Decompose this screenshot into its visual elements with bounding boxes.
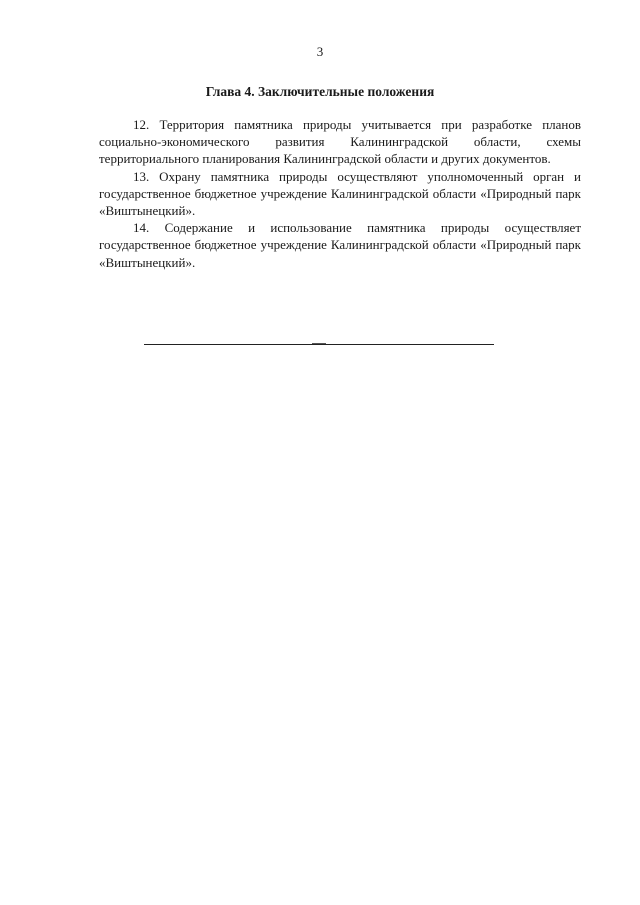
paragraph-14: 14. Содержание и использование памятника природы осуществляет государственное бюджетное учреждение Калининградской области «Природный парк «Виштынецкий». (99, 220, 581, 270)
rule-mark (312, 343, 326, 346)
chapter-title: Глава 4. Заключительные положения (205, 84, 435, 99)
end-of-document-rule (144, 344, 494, 345)
page-number: 3 (316, 44, 324, 59)
body-text (99, 116, 581, 271)
paragraph-12: 12. Территория памятника природы учитывается при разработке планов социально-экономического развития Калининградской области, схемы территориального планирования Калининградской области и других документов. (99, 117, 581, 167)
paragraph-13: 13. Охрану памятника природы осуществляют уполномоченный орган и государственное бюджетное учреждение Калининградской области «Природный парк «Виштынецкий». (99, 168, 581, 219)
